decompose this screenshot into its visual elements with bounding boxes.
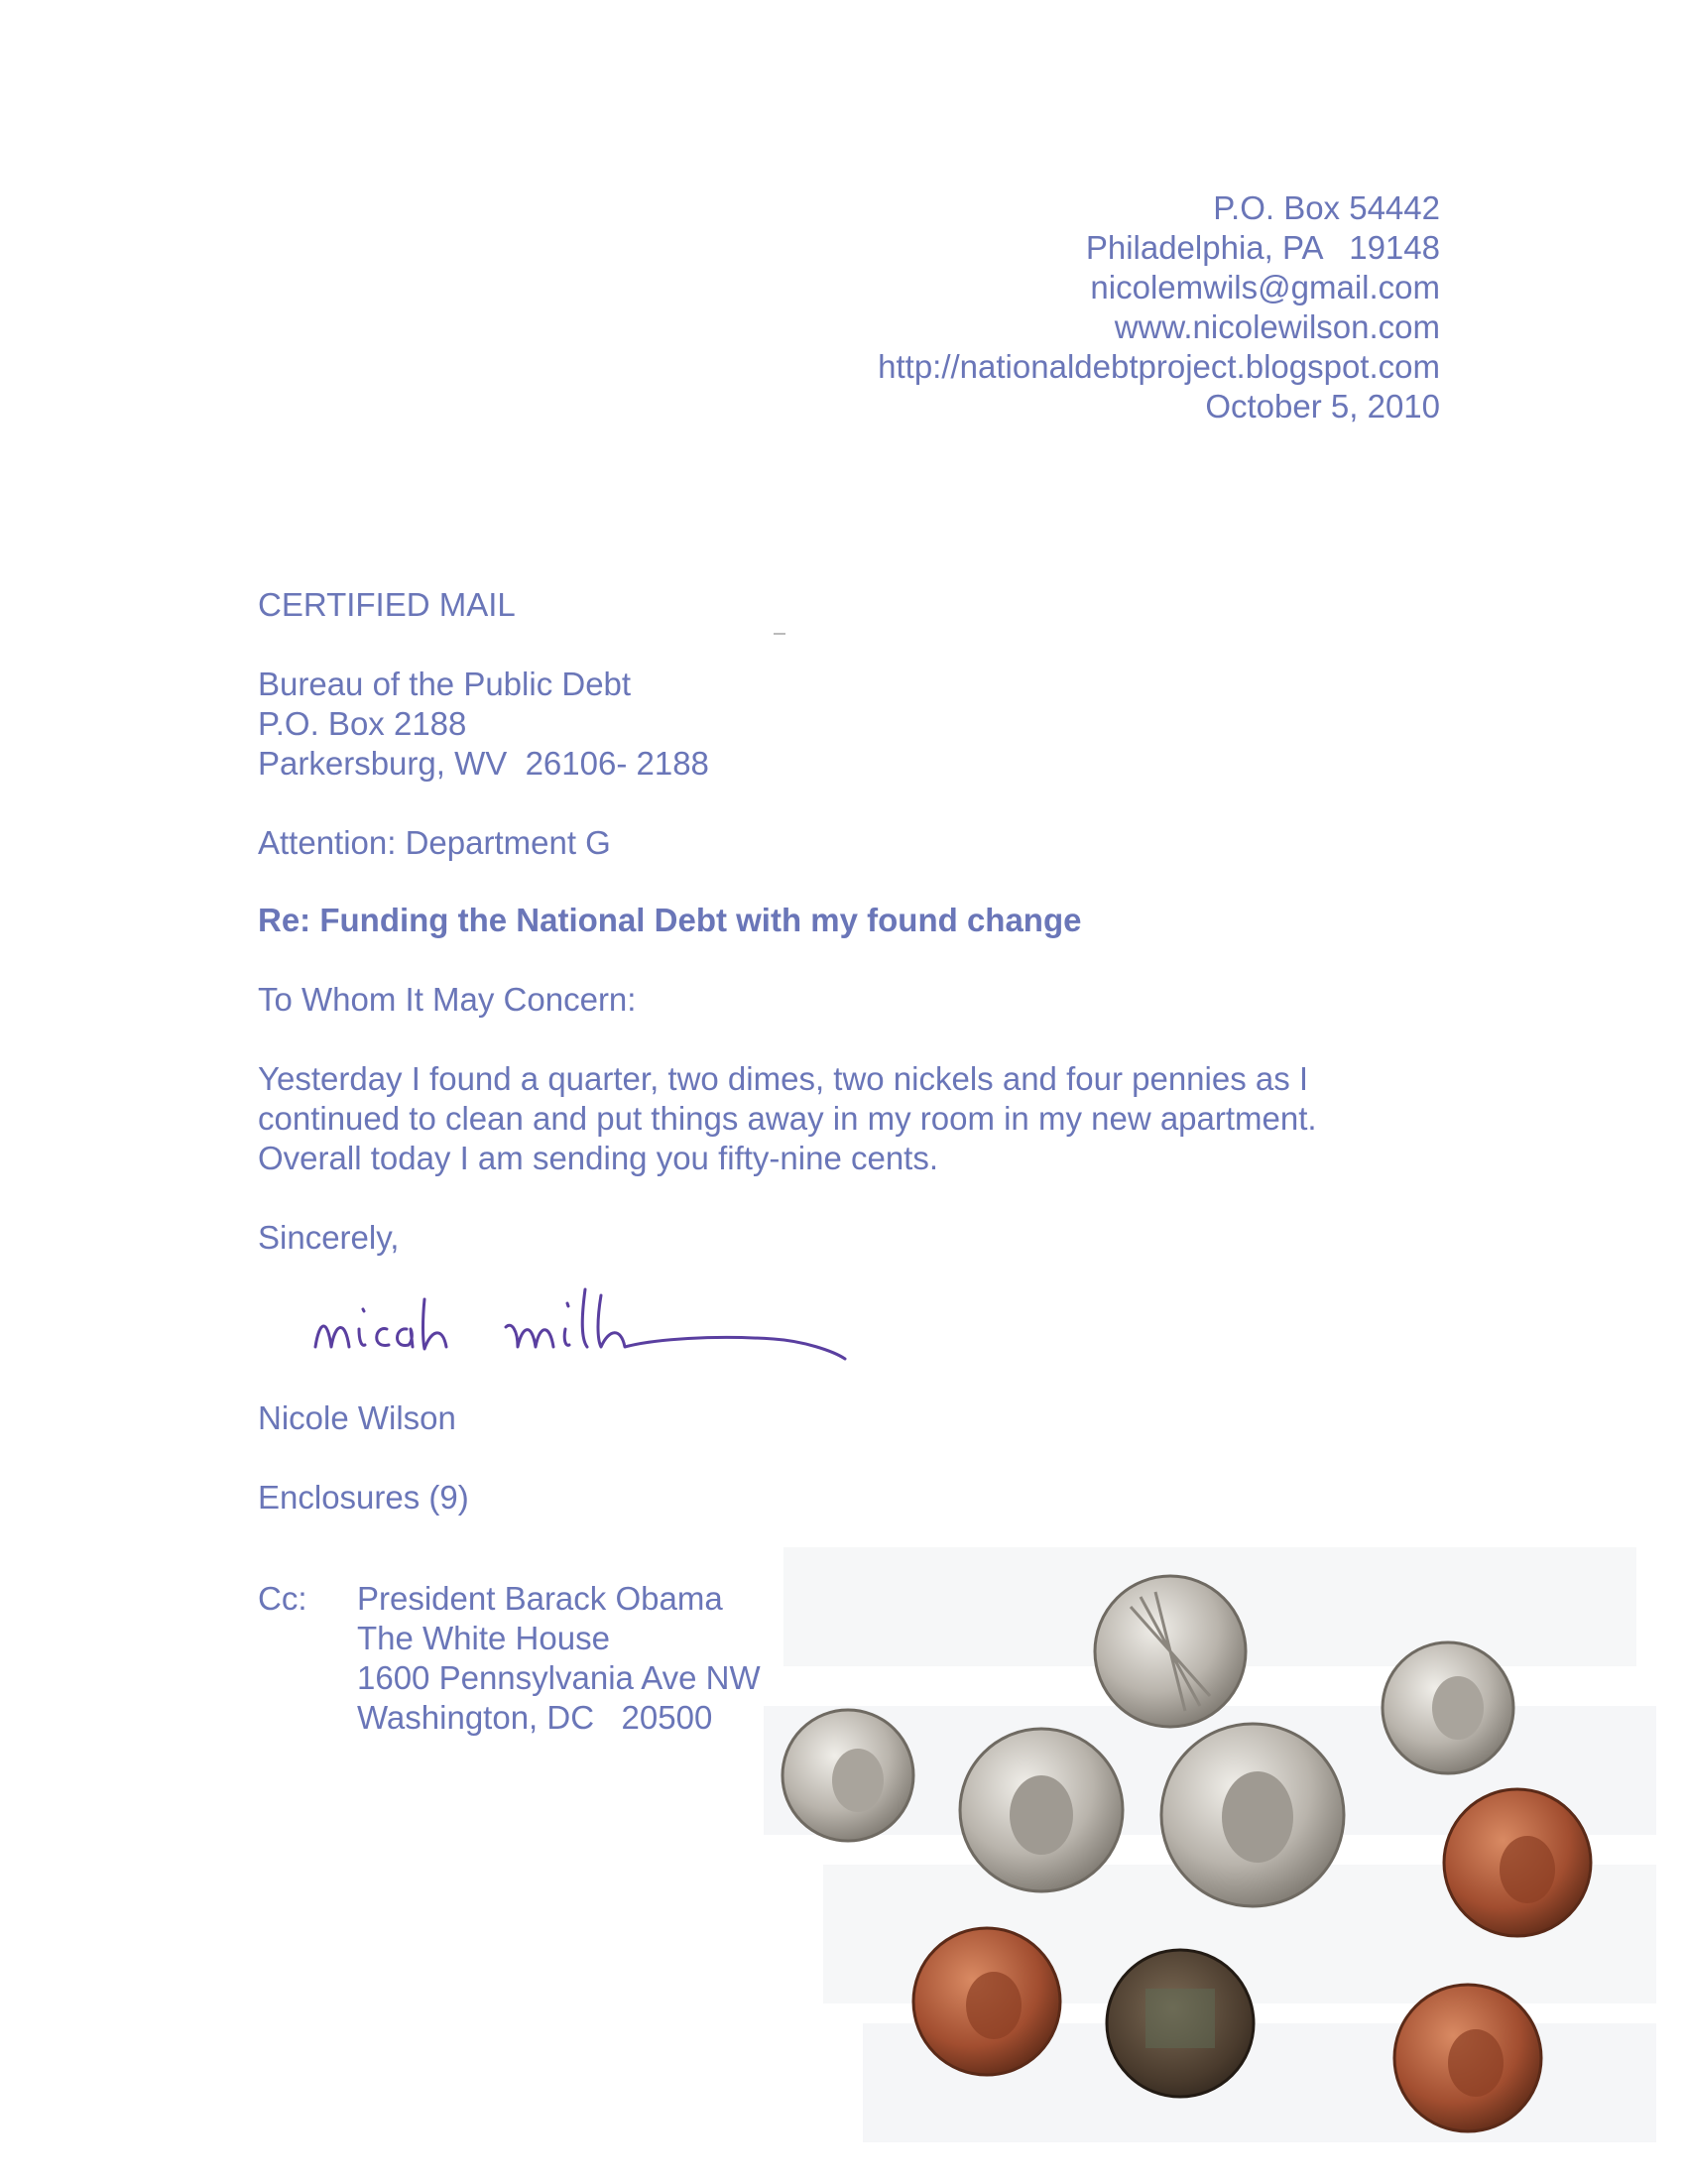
taped-coins-photo (764, 1488, 1656, 2162)
sender-website: www.nicolewilson.com (1114, 308, 1440, 345)
coin-nickel (1161, 1724, 1344, 1906)
scan-speck (774, 633, 785, 635)
signer-name-text: Nicole Wilson (258, 1399, 456, 1436)
salutation-text: To Whom It May Concern: (258, 981, 637, 1018)
coin-dime (783, 1710, 913, 1841)
sender-city-state: Philadelphia, PA 19148 (1085, 229, 1440, 266)
coin-penny (1394, 1985, 1541, 2131)
coin-dime (1383, 1642, 1513, 1773)
cc-city-state: Washington, DC 20500 (357, 1699, 713, 1736)
handwritten-signature (298, 1260, 853, 1379)
delivery-method-text: CERTIFIED MAIL (258, 586, 516, 623)
coin-penny (1444, 1789, 1591, 1936)
enclosures-line (258, 1478, 469, 1517)
salutation (258, 980, 636, 1020)
closing-text: Sincerely, (258, 1219, 400, 1256)
sender-blog-url: http://nationaldebtproject.blogspot.com (878, 348, 1440, 385)
attention-text: Attention: Department G (258, 824, 611, 861)
cc-label: Cc: (258, 1580, 307, 1617)
body-line: Overall today I am sending you fifty-nine cents. (258, 1140, 939, 1176)
signer-name (258, 1398, 456, 1438)
body-line: continued to clean and put things away in my room in my new apartment. (258, 1100, 1317, 1137)
attention-line (258, 823, 611, 863)
recipient-po-box: P.O. Box 2188 (258, 705, 467, 742)
coin-quarter (1095, 1576, 1246, 1727)
cc-name: President Barack Obama (357, 1580, 723, 1617)
coin-nickel (960, 1729, 1123, 1891)
recipient-name: Bureau of the Public Debt (258, 666, 632, 702)
recipient-city-state: Parkersburg, WV 26106- 2188 (258, 745, 709, 782)
letter-body (258, 1059, 1317, 1178)
enclosures-text: Enclosures (9) (258, 1479, 469, 1516)
letter-date: October 5, 2010 (1205, 388, 1440, 425)
subject-text: Re: Funding the National Debt with my found change (258, 902, 1082, 938)
delivery-method (258, 585, 516, 625)
subject-line (258, 901, 1081, 940)
cc-org: The White House (357, 1620, 610, 1656)
sender-address-block (878, 188, 1440, 426)
cc-street: 1600 Pennsylvania Ave NW (357, 1659, 761, 1696)
coin-penny (913, 1928, 1060, 2075)
body-line: Yesterday I found a quarter, two dimes, two nickels and four pennies as I (258, 1060, 1309, 1097)
recipient-address-block (258, 665, 709, 784)
cc-recipient-block (357, 1579, 761, 1738)
closing (258, 1218, 399, 1258)
sender-email: nicolemwils@gmail.com (1090, 269, 1440, 305)
sender-po-box: P.O. Box 54442 (1213, 189, 1440, 226)
coin-penny-tarnished (1107, 1950, 1254, 2097)
